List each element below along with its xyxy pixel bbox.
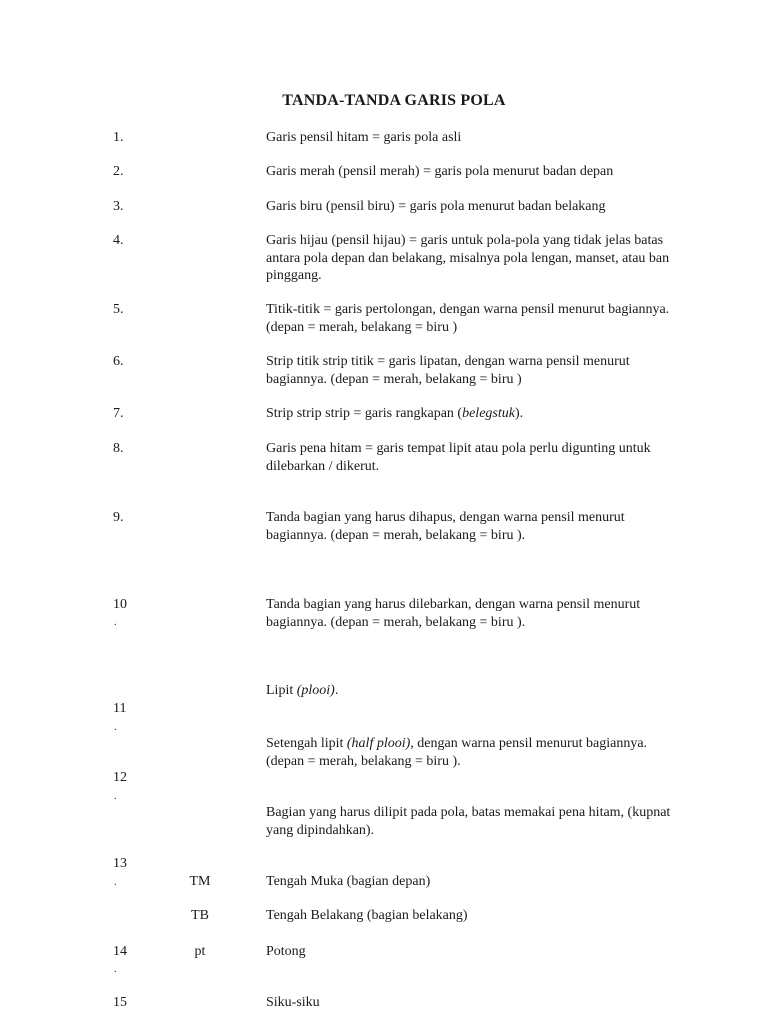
- item-text-part: Setengah lipit: [266, 736, 347, 751]
- item-number: 6.: [113, 354, 124, 369]
- item-text-part: Lipit: [266, 683, 297, 698]
- item-number: 10: [113, 597, 127, 612]
- item-text: Garis pensil hitam = garis pola asli: [266, 130, 462, 145]
- item-text-italic: (plooi): [296, 683, 335, 698]
- item-text: Garis pena hitam = garis tempat lipit atau pola perlu digunting untuk dilebarkan / dikerut.: [266, 441, 651, 474]
- item-number: 5.: [113, 302, 124, 317]
- item-number-dot: .: [114, 617, 117, 628]
- item-number: 11: [113, 701, 127, 716]
- item-text-italic: (half plooi): [346, 736, 411, 751]
- item-number: 8.: [113, 441, 124, 456]
- item-text: [266, 682, 676, 700]
- item-number: 9.: [113, 510, 124, 525]
- item-text-part: , dengan warna pensil menurut bagiannya. (depan = merah, belakang = biru ).: [266, 736, 648, 769]
- item-number: 12: [113, 770, 127, 785]
- item-number: 2.: [113, 164, 124, 179]
- item-number: 13: [113, 856, 127, 871]
- item-text-part: Strip strip strip = garis rangkapan (: [266, 406, 463, 421]
- item-number: 3.: [113, 199, 124, 214]
- item-text: Potong: [266, 944, 306, 959]
- item-text-part: .: [334, 683, 339, 698]
- item-text: Tengah Belakang (bagian belakang): [266, 908, 468, 923]
- item-text-italic: belegstuk: [462, 406, 515, 421]
- item-text: [266, 735, 676, 770]
- item-number: 7.: [113, 406, 124, 421]
- item-number: 4.: [113, 233, 124, 248]
- item-text-part: ).: [514, 406, 524, 421]
- item-abbreviation: TB: [191, 908, 209, 923]
- item-abbreviation: pt: [194, 944, 206, 959]
- item-text: Titik-titik = garis pertolongan, dengan warna pensil menurut bagiannya. (depan = merah, belakang = biru ): [266, 302, 670, 335]
- item-number-dot: .: [114, 791, 117, 802]
- item-number-dot: .: [114, 877, 117, 888]
- item-text: Garis hijau (pensil hijau) = garis untuk pola-pola yang tidak jelas batas antara pola depan dan belakang, misalnya pola lengan, manset, atau ban pinggang.: [266, 233, 670, 283]
- item-number: 15: [113, 995, 127, 1010]
- item-number-dot: .: [114, 964, 117, 975]
- item-text: Strip titik strip titik = garis lipatan, dengan warna pensil menurut bagiannya. (depan = merah, belakang = biru ): [266, 354, 630, 387]
- item-number-dot: .: [114, 722, 117, 733]
- item-number: 1.: [113, 130, 124, 145]
- item-text: Tengah Muka (bagian depan): [266, 874, 431, 889]
- item-text: Siku-siku: [266, 995, 320, 1010]
- item-text: Garis merah (pensil merah) = garis pola menurut badan depan: [266, 164, 614, 179]
- page-title: TANDA-TANDA GARIS POLA: [282, 92, 506, 109]
- item-abbreviation: TM: [189, 874, 211, 889]
- item-text: Bagian yang harus dilipit pada pola, batas memakai pena hitam, (kupnat yang dipindahkan).: [266, 805, 671, 838]
- item-text: Garis biru (pensil biru) = garis pola menurut badan belakang: [266, 199, 606, 214]
- item-number: 14: [113, 944, 127, 959]
- item-text: Tanda bagian yang harus dihapus, dengan warna pensil menurut bagiannya. (depan = merah, belakang = biru ).: [266, 510, 625, 543]
- item-text: Tanda bagian yang harus dilebarkan, dengan warna pensil menurut bagiannya. (depan = merah, belakang = biru ).: [266, 597, 641, 630]
- item-text: [266, 405, 676, 423]
